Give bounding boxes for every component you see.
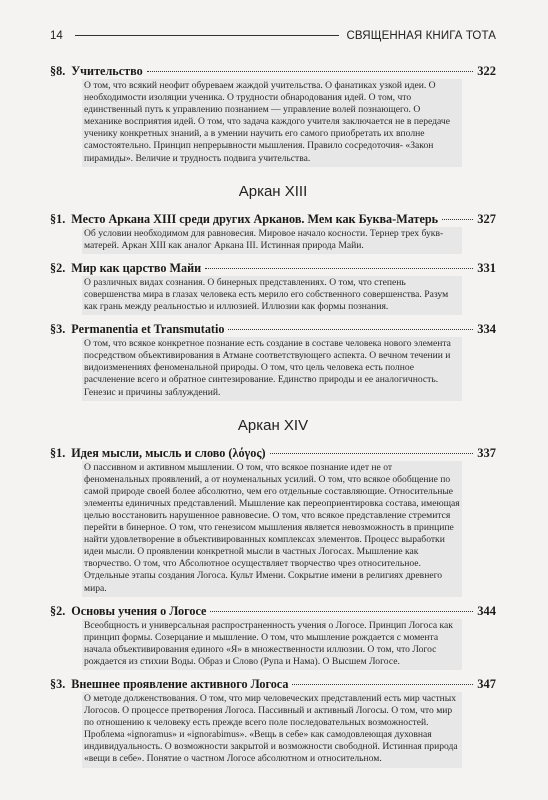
entry-summary: О пассивном и активном мышлении. О том, что всякое познание идет не от феноменальных проявлений, а от ноуменальных усилий. О том, что всякое обобщение по самой природе своей более абсолютно, чем его отдельные составляющие. Относительные элементы единичных представлений. Мышление как переоприентировка состава, имеющая целью восстановить нарушенное равновесие. О том, что всякое представление стремится перейти в бинерное. О том, что генезисом мышления является невозможность в принципе найти удовлетворение в объективированных комплексах элементов. Процесс выработки идеи мысли. О проявлении конкретной мысли в частных Логосах. Мышление как творчество. О том, что Абсолютное осуществляет творчество чрез относительное. Отдельные этапы создания Логоса. Культ Имени. Сокрытие имени в религиях древнего мира. [82, 461, 462, 597]
paragraph-number: §2. [50, 260, 66, 275]
entry-title-row [50, 64, 496, 79]
entry-summary: О том, что всякий неофит обуреваем жаждой учительства. О фанатиках узкой идеи. О необходимости изоляции ученика. О трудности обнародования идей. О том, что единственный путь к управлению познанием — управление волей познающего. О механике восприятия идей. О том, что задача каждого учителя заключается не в передаче ученику конкретных знаний, а в умении научить его самого приобретать их вполне самостоятельно. Принцип непрерывности мышления. Правило сосредоточия- «Закон пирамиды». Величие и трудность подвига учительства. [82, 79, 462, 167]
running-title: СВЯЩЕННАЯ КНИГА ТОТА [346, 30, 496, 42]
paragraph-number: §3. [50, 322, 66, 337]
entry-page-number: 347 [477, 677, 496, 691]
dot-leader [270, 453, 474, 454]
running-header [50, 30, 496, 42]
arcana-heading: Аркан XIV [237, 416, 309, 434]
entry-title: Основы учения о Логосе [71, 603, 207, 618]
dot-leader [228, 329, 473, 330]
entry-title-row [50, 261, 496, 276]
entry-title-row [50, 446, 496, 461]
entry-summary: О том, что всякое конкретное познание есть создание в составе человека нового элемента посредством объективирования в Атмане соответствующего аспекта. О вечном течении и видоизменениях феноменальной природы. О том, что цель человека есть полное расчленение всего и обратное синтезирование. Единство природы и ее аналогичность. Генезис и причины заблуждений. [82, 337, 462, 400]
dot-leader [147, 71, 474, 72]
entry-title-row [50, 212, 496, 227]
entry-summary: О различных видах сознания. О бинерных представлениях. О том, что степень совершенства мира в глазах человека есть мерило его собственного совершенства. Разум как грань между реальностью и иллюзией. Иллюзии как формы познания. [82, 276, 462, 315]
entry-title: Permanentia et Transmutatio [71, 322, 225, 337]
entry-summary: Всеобщность и универсальная распространенность учения о Логосе. Принцип Логоса как принцип формы. Созерцание и мышление. О том, что мышление рождается с момента начала объективирования единого «Я» в множественности иллюзии. О том, что Логос рождается из стихии Воды. Образ и Слово (Рупа и Нама). О Высшем Логосе. [82, 619, 462, 670]
toc-entry[interactable] [50, 261, 496, 315]
dot-leader [210, 611, 473, 612]
entry-summary: Об условии необходимом для равновесия. Мировое начало косности. Тернер трех букв-матерей. Аркан XIII как аналог Аркана III. Истинная природа Майи. [82, 227, 462, 254]
page-number: 14 [50, 30, 63, 42]
toc-entry[interactable] [50, 677, 496, 768]
entry-title: Мир как царство Майи [71, 260, 202, 275]
dot-leader [205, 268, 473, 269]
entry-page-number: 331 [477, 260, 496, 275]
entry-title-row [50, 604, 496, 619]
entry-summary: О методе долженствования. О том, что мир человеческих представлений есть мир частных Логосов. О процессе претворения Логоса. Пассивный и активный Логосы. О том, что мир по отношению к человеку есть прежде всего поле последовательных возможностей. Проблема «ignoramus» и «ignorabimus». «Вещь в себе» как самодовлеющая духовная индивидуальность. О возможности закрытой и возможности свободной. Истинная природа «вещи в себе». Понятие о частном Логосе абсолютном и относительном. [82, 692, 462, 768]
table-of-contents [50, 64, 496, 775]
dot-leader [292, 684, 473, 685]
paragraph-number: §1. [50, 445, 66, 460]
toc-entry[interactable] [50, 446, 496, 597]
entry-page-number: 322 [477, 64, 496, 78]
entry-page-number: 334 [477, 322, 496, 337]
toc-entry[interactable] [50, 212, 496, 254]
paragraph-number: §1. [50, 211, 66, 226]
header-rule [75, 35, 339, 36]
dot-leader [442, 219, 473, 220]
entry-title: Учительство [71, 64, 143, 78]
toc-entry[interactable] [50, 322, 496, 400]
arcana-heading: Аркан XIII [238, 182, 308, 200]
entry-page-number: 337 [477, 445, 496, 460]
paragraph-number: §8. [50, 64, 66, 78]
paragraph-number: §2. [50, 603, 66, 618]
entry-title-row [50, 322, 496, 337]
entry-title-row [50, 677, 496, 692]
toc-entry[interactable] [50, 64, 496, 167]
entry-title: Место Аркана XIII среди других Арканов. Мем как Буква-Матерь [71, 211, 439, 226]
entry-page-number: 344 [477, 603, 496, 618]
entry-page-number: 327 [477, 211, 496, 226]
entry-title: Внешнее проявление активного Логоса [71, 677, 289, 691]
entry-title: Идея мысли, мысль и слово (λόγος) [71, 445, 266, 460]
toc-entry[interactable] [50, 604, 496, 670]
paragraph-number: §3. [50, 677, 66, 691]
